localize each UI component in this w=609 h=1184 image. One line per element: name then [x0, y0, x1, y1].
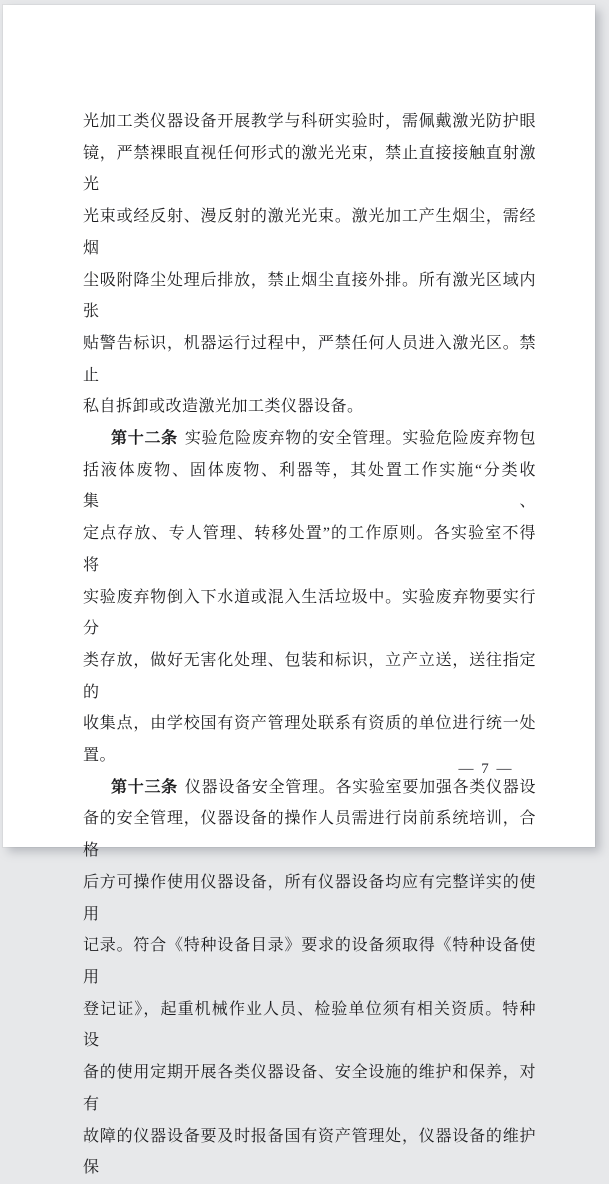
text-line: 定点存放、专人管理、转移处置”的工作原则。各实验室不得将: [83, 525, 536, 574]
text-line: 实验废弃物倒入下水道或混入生活垃圾中。实验废弃物要实行分: [83, 588, 536, 638]
text-line: 后方可操作使用仪器设备，所有仪器设备均应有完整详实的使用: [83, 873, 536, 923]
text-line: 镜，严禁裸眼直视任何形式的激光光束，禁止直接接触直射激光: [83, 144, 536, 194]
paragraph-article-13: [83, 772, 536, 1184]
document-page: [3, 5, 595, 1177]
text-line: 括液体废物、固体废物、利器等，其处置工作实施“分类收集、: [83, 461, 536, 511]
document-body: [83, 106, 536, 1184]
text-line: 备的使用定期开展各类仪器设备、安全设施的维护和保养，对有: [83, 1064, 536, 1113]
text-line: 贴警告标识，机器运行过程中，严禁任何人员进入激光区。禁止: [83, 334, 536, 384]
text-line: 光加工类仪器设备开展教学与科研实验时，需佩戴激光防护眼: [83, 113, 536, 130]
text-line: 类存放，做好无害化处理、包装和标识，立产立送，送往指定的: [83, 651, 536, 701]
text-line: 尘吸附降尘处理后排放，禁止烟尘直接外排。所有激光区域内张: [83, 271, 536, 321]
text-line: 故障的仪器设备要及时报备国有资产管理处，仪器设备的维护保: [83, 1127, 536, 1177]
text-line: 登记证》，起重机械作业人员、检验单位须有相关资质。特种设: [83, 1000, 536, 1050]
text-line: 光束或经反射、漫反射的激光光束。激光加工产生烟尘，需经烟: [83, 208, 536, 257]
text-line: [83, 423, 536, 455]
paragraph-article-12: [83, 423, 536, 772]
text-run: 实验危险废弃物的安全管理。实验危险废弃物包: [184, 430, 536, 448]
text-line: 记录。符合《特种设备目录》要求的设备须取得《特种设备使用: [83, 937, 536, 986]
paragraph-laser-safety: [83, 106, 536, 423]
article-13-number: 第十三条: [111, 778, 178, 796]
text-run: 仪器设备安全管理。各实验室要加强各类仪器设: [184, 778, 536, 796]
text-line: 备的安全管理，仪器设备的操作人员需进行岗前系统培训，合格: [83, 810, 536, 860]
page-number: — 7 —: [458, 761, 514, 777]
text-line: 置。: [83, 747, 117, 765]
text-line: 收集点，由学校国有资产管理处联系有资质的单位进行统一处: [83, 715, 536, 733]
article-12-number: 第十二条: [111, 430, 178, 448]
text-line: 私自拆卸或改造激光加工类仪器设备。: [83, 398, 364, 416]
